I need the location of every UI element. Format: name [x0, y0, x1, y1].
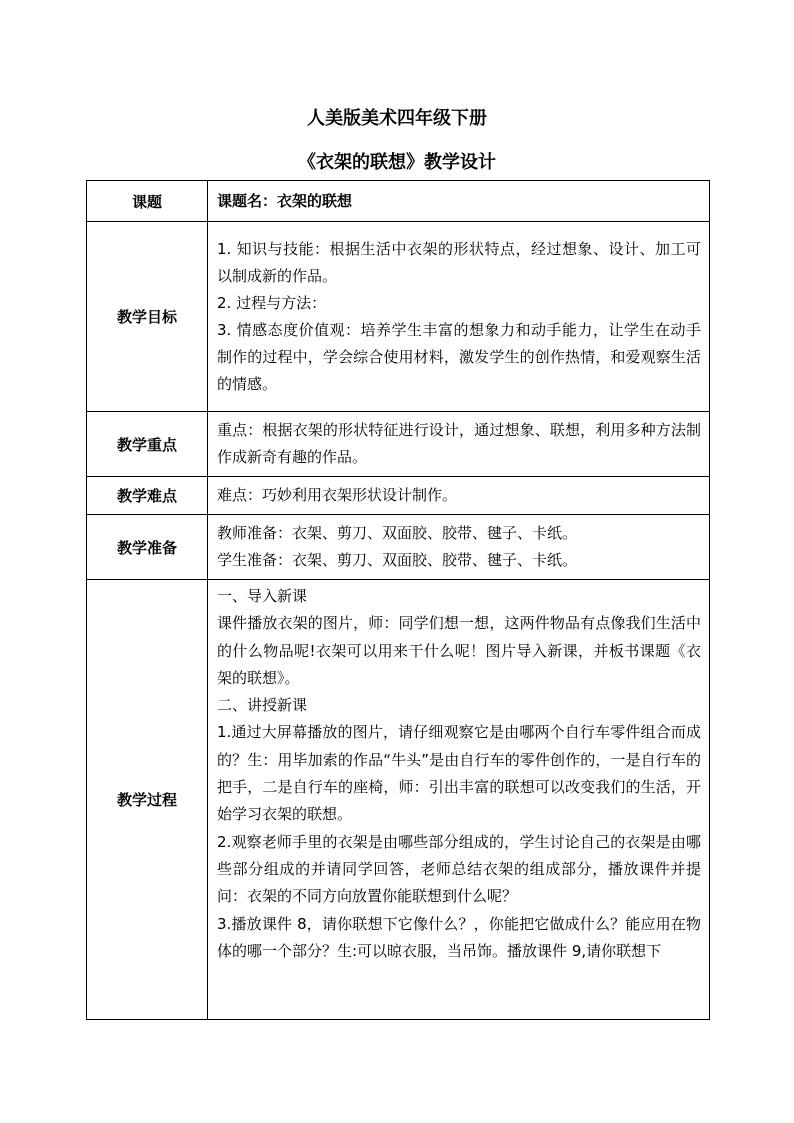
goal-line-2: 2. 过程与方法： — [217, 293, 327, 312]
table-row-preparation — [87, 515, 710, 580]
preparation-teacher: 教师准备：衣架、剪刀、双面胶、胶带、毽子、卡纸。 — [217, 524, 578, 542]
key-points-value: 重点：根据衣架的形状特征进行设计，通过想象、联想，利用多种方法制作成新奇有趣的作品。 — [217, 421, 701, 466]
table-row-process — [87, 580, 710, 1020]
topic-value: 课题名：衣架的联想 — [217, 191, 353, 210]
document-subtitle: 《衣架的联想》教学设计 — [298, 152, 496, 173]
table-row-key-points — [87, 412, 710, 477]
document-title: 人美版美术四年级下册 — [307, 108, 487, 129]
difficulties-cell — [208, 477, 710, 515]
preparation-cell — [208, 515, 710, 580]
topic-value-cell — [208, 181, 710, 222]
table-row-goals — [87, 222, 710, 412]
process-cell — [208, 580, 710, 1020]
process-line-5: 2.观察老师手里的衣架是由哪些部分组成的，学生讨论自己的衣架是由哪些部分组成的并请同学回答，老师总结衣架的组成部分，播放课件并提问：衣架的不同方向放置你能联想到什么呢？ — [217, 832, 701, 906]
process-line-1: 一、导入新课 — [217, 587, 308, 605]
difficulties-label: 教学难点 — [87, 477, 208, 515]
goal-line-3: 3. 情感态度价值观：培养学生丰富的想象力和动手能力，让学生在动手制作的过程中，学会综合使用材料，激发学生的创作热情，和爱观察生活的情感。 — [217, 320, 701, 393]
process-label: 教学过程 — [87, 580, 208, 1020]
goals-cell — [208, 222, 710, 412]
goal-line-1: 1. 知识与技能：根据生活中衣架的形状特点，经过想象、设计、加工可以制成新的作品。 — [217, 239, 701, 285]
preparation-label: 教学准备 — [87, 515, 208, 580]
preparation-student: 学生准备：衣架、剪刀、双面胶、胶带、毽子、卡纸。 — [217, 551, 578, 569]
table-row-difficulties — [87, 477, 710, 515]
table-row-topic — [87, 181, 710, 222]
process-line-6: 3.播放课件 8，请你联想下它像什么？，你能把它做成什么？能应用在物体的哪一个部分？生:可以晾衣服，当吊饰。播放课件 9,请你联想下 — [217, 914, 701, 960]
process-line-2: 课件播放衣架的图片，师：同学们想一想，这两件物品有点像我们生活中的什么物品呢!衣架可以用来干什么呢！图片导入新课，并板书课题《衣架的联想》。 — [217, 614, 701, 687]
topic-label: 课题 — [87, 181, 208, 222]
process-line-4: 1.通过大屏幕播放的图片，请仔细观察它是由哪两个自行车零件组合而成的？生：用毕加索的作品“牛头”是由自行车的零件创作的，一是自行车的把手，二是自行车的座椅，师：引出丰富的联想可以改变我们的生活，开始学习衣架的联想。 — [217, 723, 701, 824]
key-points-label: 教学重点 — [87, 412, 208, 477]
goals-label: 教学目标 — [87, 222, 208, 412]
difficulties-value: 难点：巧妙利用衣架形状设计制作。 — [217, 486, 458, 504]
lesson-plan-table — [86, 180, 710, 1020]
process-line-3: 二、讲授新课 — [217, 696, 308, 715]
key-points-cell — [208, 412, 710, 477]
